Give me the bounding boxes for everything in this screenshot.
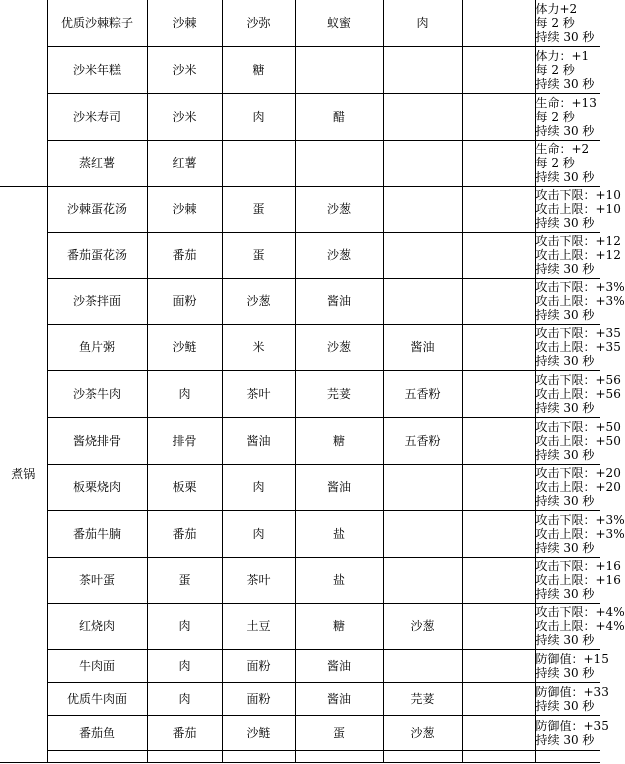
dish-name-cell: 蒸红薯 (47, 140, 147, 186)
ingredient-cell: 肉 (147, 649, 222, 682)
ingredient-cell (383, 649, 462, 682)
dish-name-cell: 番茄蛋花汤 (47, 232, 147, 278)
effect-line: 持续 30 秒 (535, 587, 595, 601)
ingredient-cell (383, 46, 462, 93)
empty-cell (462, 0, 535, 46)
table-row (0, 232, 600, 278)
ingredient-cell: 糖 (222, 46, 295, 93)
effect-line: 防御值：+15 (535, 651, 609, 666)
effect-cell (535, 750, 600, 762)
dish-name-cell: 酱烧排骨 (47, 417, 147, 464)
effect-line: 体力：+1 (535, 48, 590, 63)
dish-name-cell: 沙棘蛋花汤 (47, 186, 147, 232)
dish-name-cell: 鱼片粥 (47, 324, 147, 370)
ingredient-cell: 沙米 (147, 93, 222, 140)
empty-cell (462, 186, 535, 232)
ingredient-cell: 面粉 (147, 278, 222, 324)
effect-line: 每 2 秒 (535, 62, 575, 77)
effect-cell (535, 370, 621, 417)
empty-cell (462, 510, 535, 557)
effect-line: 攻击上限：+50 (535, 433, 621, 448)
ingredient-cell: 排骨 (147, 417, 222, 464)
ingredient-cell: 沙葱 (222, 278, 295, 324)
table-row (0, 649, 600, 682)
ingredient-cell: 蚁蜜 (295, 0, 383, 46)
ingredient-cell: 茶叶 (222, 370, 295, 417)
ingredient-cell: 五香粉 (383, 370, 462, 417)
ingredient-cell: 面粉 (222, 649, 295, 682)
ingredient-cell (383, 140, 462, 186)
ingredient-cell: 红薯 (147, 140, 222, 186)
ingredient-cell (295, 750, 383, 762)
effect-line: 持续 30 秒 (535, 633, 595, 647)
ingredient-cell: 酱油 (383, 324, 462, 370)
ingredient-cell: 肉 (383, 0, 462, 46)
ingredient-cell: 沙葱 (383, 603, 462, 649)
empty-cell (462, 46, 535, 93)
effect-cell (535, 46, 600, 93)
effect-line: 生命：+13 (535, 95, 597, 110)
ingredient-cell: 肉 (222, 464, 295, 510)
effect-line: 生命：+2 (535, 142, 590, 156)
empty-cell (462, 140, 535, 186)
empty-cell (462, 603, 535, 649)
effect-line: 持续 30 秒 (535, 354, 595, 368)
ingredient-cell (383, 510, 462, 557)
effect-line: 持续 30 秒 (535, 262, 595, 276)
empty-cell (462, 750, 535, 762)
table-row (0, 603, 600, 649)
effect-cell (535, 464, 621, 510)
effect-line: 持续 30 秒 (535, 308, 595, 322)
effect-line: 攻击上限：+3% (535, 526, 625, 541)
ingredient-cell: 蛋 (222, 232, 295, 278)
dish-name-cell: 沙米寿司 (47, 93, 147, 140)
empty-cell (462, 232, 535, 278)
ingredient-cell: 酱油 (295, 278, 383, 324)
ingredient-cell: 肉 (222, 510, 295, 557)
effect-line: 攻击上限：+10 (535, 202, 621, 216)
ingredient-cell (383, 186, 462, 232)
effect-cell (535, 715, 609, 750)
effect-line: 持续 30 秒 (535, 29, 595, 44)
table-row (0, 46, 600, 93)
effect-line: 持续 30 秒 (535, 447, 595, 462)
ingredient-cell: 沙弥 (222, 0, 295, 46)
table-row (0, 417, 600, 464)
table-row (0, 510, 600, 557)
effect-line: 攻击上限：+56 (535, 386, 621, 401)
ingredient-cell (383, 278, 462, 324)
ingredient-cell: 芫荽 (383, 682, 462, 715)
dish-name-cell: 茶叶蛋 (47, 557, 147, 603)
ingredient-cell: 茶叶 (222, 557, 295, 603)
ingredient-cell: 番茄 (147, 510, 222, 557)
effect-line: 攻击下限：+4% (535, 605, 625, 619)
table-row (0, 682, 600, 715)
effect-line: 攻击下限：+3% (535, 280, 625, 294)
dish-name-cell: 牛肉面 (47, 649, 147, 682)
ingredient-cell: 米 (222, 324, 295, 370)
effect-cell (535, 649, 609, 682)
effect-line: 每 2 秒 (535, 15, 575, 30)
effect-cell (535, 682, 609, 715)
ingredient-cell: 醋 (295, 93, 383, 140)
ingredient-cell: 盐 (295, 557, 383, 603)
ingredient-cell: 沙葱 (295, 232, 383, 278)
ingredient-cell: 肉 (147, 370, 222, 417)
effect-line: 攻击上限：+16 (535, 573, 621, 587)
ingredient-cell: 酱油 (295, 464, 383, 510)
effect-line: 持续 30 秒 (535, 216, 595, 230)
ingredient-cell: 蛋 (222, 186, 295, 232)
table-row (0, 715, 600, 750)
ingredient-cell: 酱油 (295, 682, 383, 715)
table-row (0, 0, 600, 46)
effect-line: 每 2 秒 (535, 109, 575, 124)
ingredient-cell: 板栗 (147, 464, 222, 510)
empty-cell (462, 417, 535, 464)
ingredient-cell: 沙葱 (383, 715, 462, 750)
effect-line: 持续 30 秒 (535, 76, 595, 91)
effect-line: 攻击下限：+35 (535, 326, 621, 340)
ingredient-cell: 番茄 (147, 715, 222, 750)
ingredient-cell: 沙鲢 (222, 715, 295, 750)
ingredient-cell (383, 93, 462, 140)
table-row (0, 140, 600, 186)
effect-line: 持续 30 秒 (535, 698, 595, 713)
effect-line: 攻击下限：+56 (535, 372, 621, 387)
effect-line: 攻击上限：+12 (535, 248, 621, 262)
empty-cell (462, 715, 535, 750)
dish-name-cell: 沙茶拌面 (47, 278, 147, 324)
effect-line: 攻击上限：+3% (535, 294, 625, 308)
ingredient-cell (147, 750, 222, 762)
dish-name-cell: 番茄牛腩 (47, 510, 147, 557)
ingredient-cell: 沙棘 (147, 0, 222, 46)
dish-name-cell: 沙茶牛肉 (47, 370, 147, 417)
ingredient-cell (295, 46, 383, 93)
effect-line: 攻击上限：+20 (535, 480, 621, 494)
ingredient-cell: 沙米 (147, 46, 222, 93)
table-row (0, 750, 600, 762)
ingredient-cell: 肉 (222, 93, 295, 140)
effect-line: 攻击下限：+12 (535, 234, 621, 248)
ingredient-cell: 芫荽 (295, 370, 383, 417)
ingredient-cell: 沙葱 (295, 324, 383, 370)
dish-name-cell: 番茄鱼 (47, 715, 147, 750)
effect-cell (535, 510, 625, 557)
ingredient-cell: 盐 (295, 510, 383, 557)
empty-cell (462, 278, 535, 324)
category-cell-before (0, 0, 47, 186)
effect-cell (535, 278, 625, 324)
ingredient-cell: 沙葱 (295, 186, 383, 232)
empty-cell (462, 649, 535, 682)
ingredient-cell (222, 140, 295, 186)
effect-line: 每 2 秒 (535, 156, 575, 170)
ingredient-cell: 糖 (295, 603, 383, 649)
empty-cell (462, 464, 535, 510)
empty-cell (462, 93, 535, 140)
empty-cell (462, 370, 535, 417)
effect-cell (535, 417, 621, 464)
ingredient-cell: 肉 (147, 603, 222, 649)
ingredient-cell: 糖 (295, 417, 383, 464)
ingredient-cell: 土豆 (222, 603, 295, 649)
ingredient-cell: 番茄 (147, 232, 222, 278)
effect-line: 持续 30 秒 (535, 665, 595, 680)
ingredient-cell: 酱油 (295, 649, 383, 682)
dish-name-cell: 优质牛肉面 (47, 682, 147, 715)
dish-name-cell: 沙米年糕 (47, 46, 147, 93)
dish-name-cell: 板栗烧肉 (47, 464, 147, 510)
effect-line: 攻击下限：+16 (535, 559, 621, 573)
ingredient-cell: 面粉 (222, 682, 295, 715)
effect-line: 攻击上限：+35 (535, 340, 621, 354)
effect-cell (535, 93, 600, 140)
dish-name-cell (47, 750, 147, 762)
ingredient-cell: 五香粉 (383, 417, 462, 464)
empty-cell (462, 324, 535, 370)
category-cell-zhuguo: 煮锅 (0, 186, 47, 762)
ingredient-cell (383, 557, 462, 603)
effect-cell (535, 186, 621, 232)
effect-line: 持续 30 秒 (535, 540, 595, 555)
effect-cell (535, 603, 625, 649)
effect-cell (535, 324, 621, 370)
ingredient-cell (383, 464, 462, 510)
effect-line: 攻击下限：+20 (535, 466, 621, 480)
table-row (0, 324, 600, 370)
effect-line: 体力+2 (535, 1, 578, 16)
effect-cell (535, 232, 621, 278)
effect-line: 持续 30 秒 (535, 400, 595, 415)
table-row (0, 464, 600, 510)
effect-line: 持续 30 秒 (535, 732, 595, 747)
ingredient-cell: 蛋 (147, 557, 222, 603)
table-row (0, 370, 600, 417)
empty-cell (462, 682, 535, 715)
ingredient-cell: 酱油 (222, 417, 295, 464)
effect-cell (535, 557, 621, 603)
effect-line: 持续 30 秒 (535, 494, 595, 508)
ingredient-cell (222, 750, 295, 762)
ingredient-cell (295, 140, 383, 186)
effect-line: 防御值：+35 (535, 718, 609, 733)
table-row (0, 93, 600, 140)
effect-line: 攻击下限：+10 (535, 188, 621, 202)
ingredient-cell (383, 232, 462, 278)
effect-cell (535, 0, 600, 46)
ingredient-cell: 蛋 (295, 715, 383, 750)
ingredient-cell: 肉 (147, 682, 222, 715)
dish-name-cell: 优质沙棘粽子 (47, 0, 147, 46)
effect-line: 防御值：+33 (535, 684, 609, 699)
table-row (0, 186, 600, 232)
effect-line: 持续 30 秒 (535, 123, 595, 138)
ingredient-cell: 沙棘 (147, 186, 222, 232)
ingredient-cell: 沙鲢 (147, 324, 222, 370)
table-row (0, 557, 600, 603)
effect-line: 攻击上限：+4% (535, 619, 625, 633)
effect-line: 持续 30 秒 (535, 170, 595, 184)
effect-cell (535, 140, 600, 186)
empty-cell (462, 557, 535, 603)
dish-name-cell: 红烧肉 (47, 603, 147, 649)
ingredient-cell (383, 750, 462, 762)
table-row (0, 278, 600, 324)
effect-line: 攻击下限：+3% (535, 512, 625, 527)
effect-line: 攻击下限：+50 (535, 419, 621, 434)
